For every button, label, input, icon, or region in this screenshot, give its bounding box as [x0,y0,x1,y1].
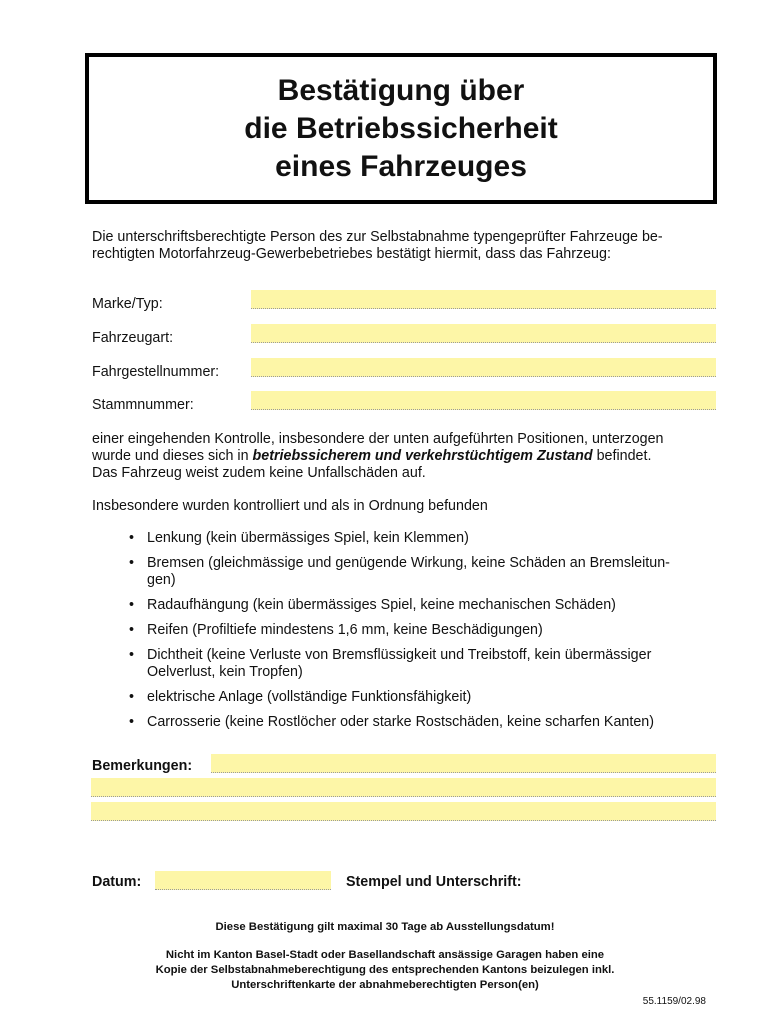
bullet-icon: • [129,555,135,571]
control-line-3: Das Fahrzeug weist zudem keine Unfallschäden auf. [92,465,426,481]
form-reference: 55.1159/02.98 [642,996,706,1007]
bullet-icon: • [129,597,135,613]
validity-note: Diese Bestätigung gilt maximal 30 Tage ab Ausstellungsdatum! [215,921,555,933]
garage-note [0,948,770,993]
condition-emphasis: betriebssicherem und verkehrstüchtigem Zustand [252,448,593,464]
remarks-input-1[interactable] [211,754,716,772]
fahrgestell-field[interactable] [251,358,716,377]
remarks-field-2[interactable] [91,778,716,797]
check-item-steering: • Lenkung (kein übermässiges Spiel, kein Klemmen) [129,530,469,546]
remarks-input-3[interactable] [91,802,716,820]
check-item-tires: • Reifen (Profiltiefe mindestens 1,6 mm, keine Beschädigungen) [129,622,543,638]
bullet-icon: • [129,622,135,638]
remarks-label: Bemerkungen: [92,758,193,774]
stamm-field[interactable] [251,391,716,410]
remarks-field-1[interactable] [211,754,716,773]
control-paragraph [92,431,664,482]
garage-note-line-2: Kopie der Selbstabnahmeberechtigung des entsprechenden Kantons beizulegen inkl. [155,964,615,976]
intro-paragraph [92,229,663,263]
check-item-body: • Carrosserie (keine Rostlöcher oder starke Rostschäden, keine scharfen Kanten) [129,714,654,730]
fahrzeugart-field[interactable] [251,324,716,343]
checklist [92,530,722,739]
marke-input[interactable] [251,290,716,308]
remarks-field-3[interactable] [91,802,716,821]
stamp-signature-label: Stempel und Unterschrift: [346,874,522,890]
stamm-label: Stammnummer: [92,397,194,413]
intro-line-1: Die unterschriftsberechtigte Person des zur Selbstabnahme typengeprüfter Fahrzeuge be- [92,229,663,245]
control-line-2-post: befindet. [592,448,652,464]
date-field[interactable] [155,871,331,890]
check-item-suspension: • Radaufhängung (kein übermässiges Spiel, keine mechanischen Schäden) [129,597,616,613]
control-line-1: einer eingehenden Kontrolle, insbesondere der unten aufgeführten Positionen, unterzogen [92,431,664,447]
fahrgestell-label: Fahrgestellnummer: [92,364,220,380]
check-item-electrics: • elektrische Anlage (vollständige Funktionsfähigkeit) [129,689,472,705]
intro-line-2: rechtigten Motorfahrzeug-Gewerbebetriebes bestätigt hiermit, dass das Fahrzeug: [92,246,611,262]
fahrgestell-input[interactable] [251,358,716,376]
date-input[interactable] [155,871,331,889]
fahrzeugart-input[interactable] [251,324,716,342]
bullet-icon: • [129,647,135,663]
garage-note-line-3: Unterschriftenkarte der abnahmeberechtigten Person(en) [231,979,539,991]
check-item-brakes: • Bremsen (gleichmässige und genügende Wirkung, keine Schäden an Bremsleitun- gen) [129,555,670,588]
date-label: Datum: [92,874,142,890]
title-line-2: die Betriebssicherheit [244,111,558,145]
garage-note-line-1: Nicht im Kanton Basel-Stadt oder Basellandschaft ansässige Garagen haben eine [165,949,605,961]
stamm-input[interactable] [251,391,716,409]
marke-field[interactable] [251,290,716,309]
bullet-icon: • [129,689,135,705]
bullet-icon: • [129,530,135,546]
checked-intro: Insbesondere wurden kontrolliert und als in Ordnung befunden [92,498,488,514]
fahrzeugart-label: Fahrzeugart: [92,330,174,346]
remarks-input-2[interactable] [91,778,716,796]
title-line-1: Bestätigung über [277,73,525,107]
control-line-2 [92,448,664,465]
marke-label: Marke/Typ: [92,296,163,312]
title-box [85,53,717,204]
check-item-leaks: • Dichtheit (keine Verluste von Bremsflüssigkeit und Treibstoff, kein übermässiger Oelverlust, kein Tropfen) [129,647,652,680]
bullet-icon: • [129,714,135,730]
control-line-2-pre: wurde und dieses sich in [92,448,253,464]
title-line-3: eines Fahrzeuges [275,149,527,183]
